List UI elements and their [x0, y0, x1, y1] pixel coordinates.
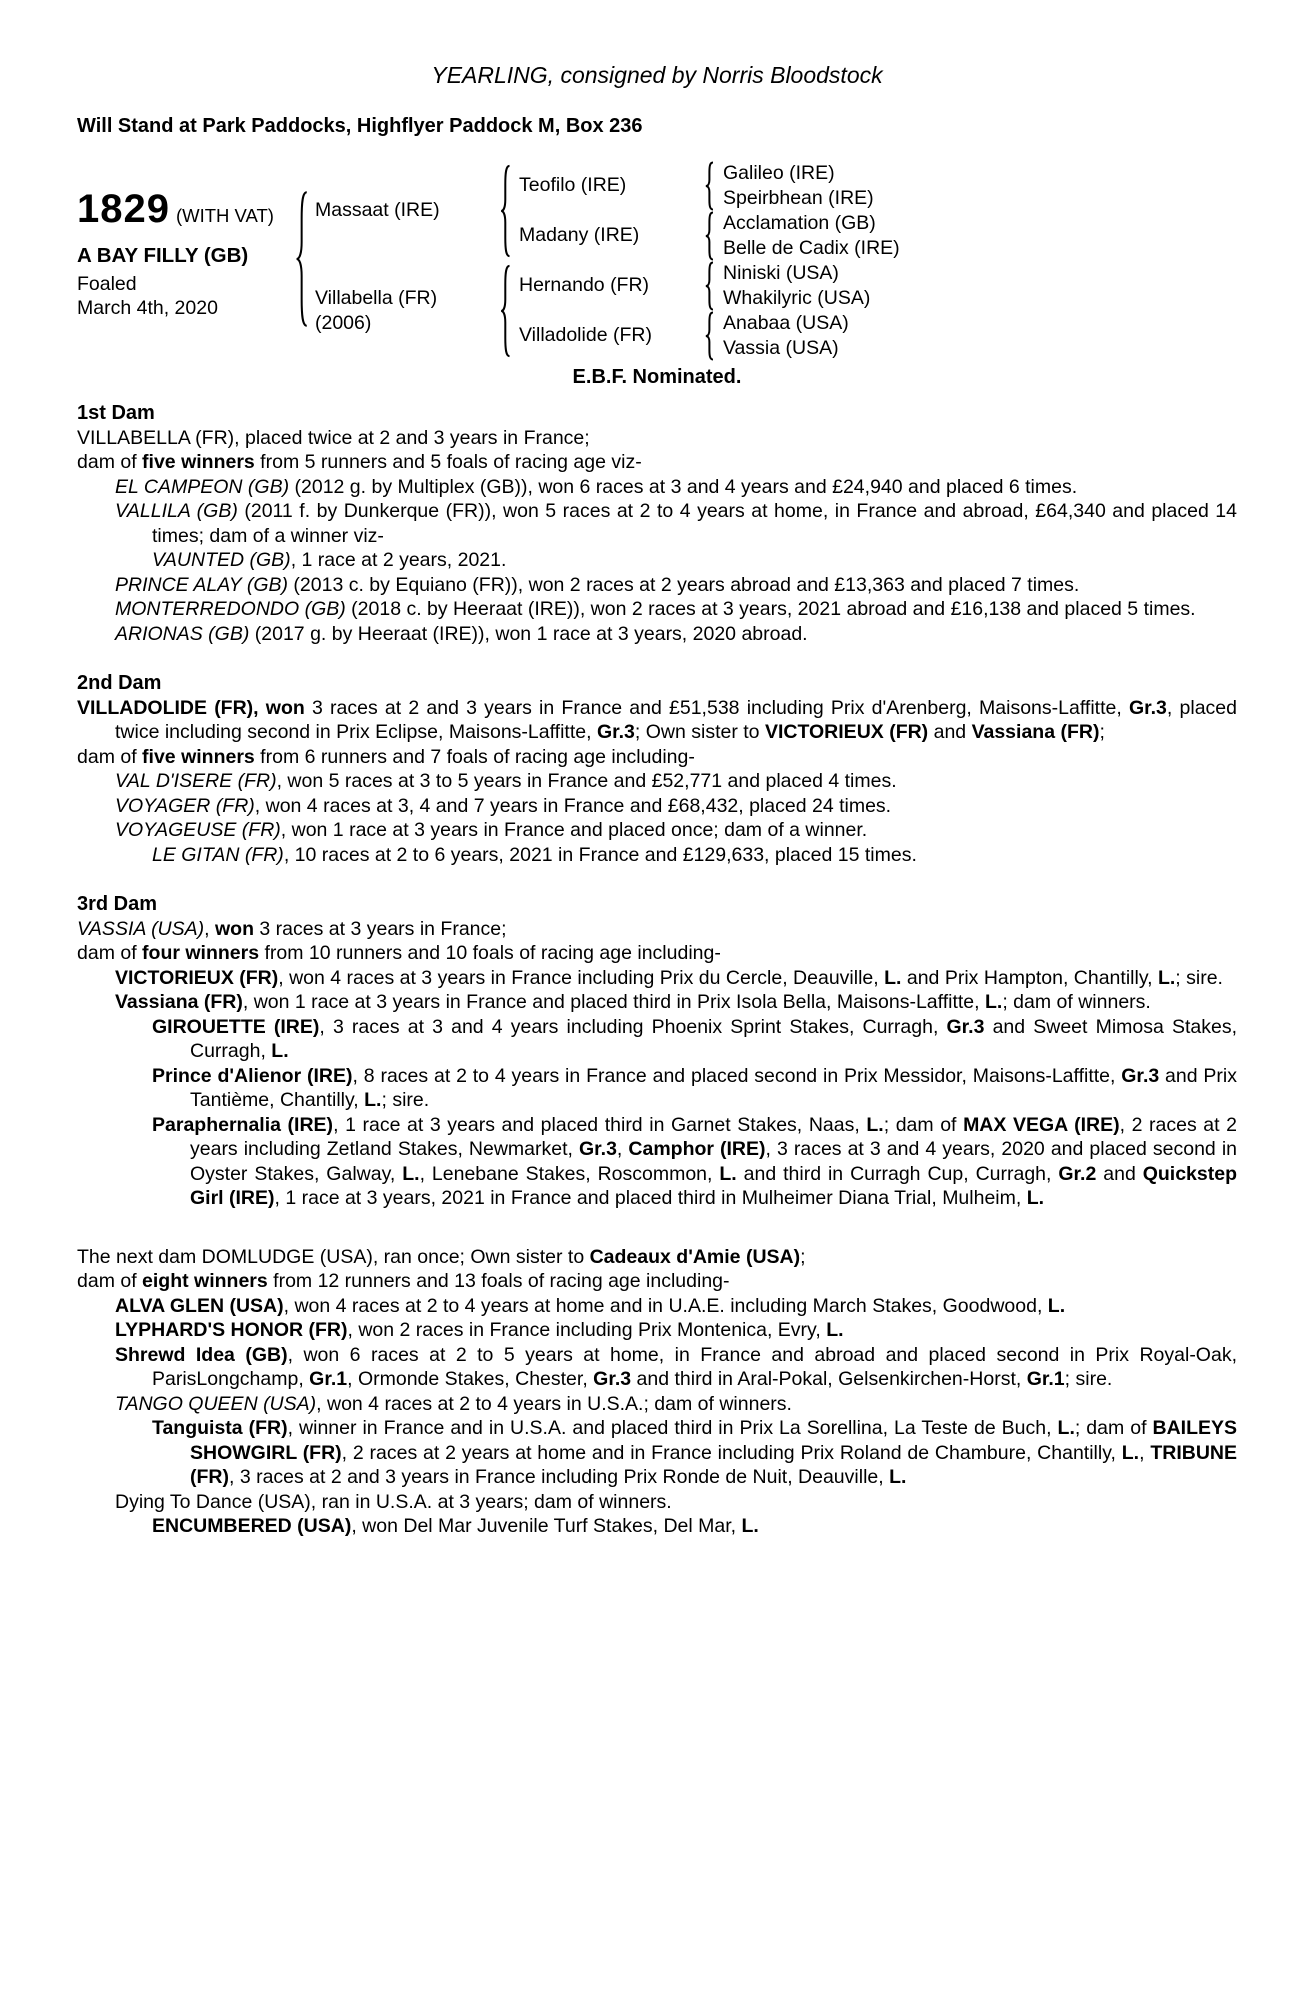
sire-grandparents: [519, 161, 1237, 261]
ped-sire-sire: Teofilo (IRE): [519, 174, 627, 197]
progeny-entry: Prince d'Alienor (IRE), 8 races at 2 to 4 years in France and placed second in Prix Messidor, Maisons-Laffitte, Gr.3 and Prix Tantième, Chantilly, L.; sire.: [152, 1064, 1238, 1111]
dam-line: dam of five winners from 6 runners and 7 foals of racing age including-: [77, 745, 695, 768]
page-title: YEARLING, consigned by Norris Bloodstock: [431, 62, 883, 88]
pedigree-brace-icon: [697, 211, 723, 261]
progeny-entry: MONTERREDONDO (GB) (2018 c. by Heeraat (IRE)), won 2 races at 3 years, 2021 abroad and £16,138 and placed 5 times.: [115, 598, 1196, 620]
progeny-entry: Tanguista (FR), winner in France and in U.S.A. and placed third in Prix La Sorellina, La Teste de Buch, L.; dam of BAILEYS SHOWGIRL (FR), 2 races at 2 years at home and in France including Prix Roland de Chambure, Chantilly, L., TRIBUNE (FR), 3 races at 2 and 3 years in France including Prix Ronde de Nuit, Deauville, L.: [152, 1417, 1237, 1488]
great-grandparents: [723, 211, 900, 260]
foaled-date: March 4th, 2020: [77, 297, 218, 319]
progeny-entry: LE GITAN (FR), 10 races at 2 to 6 years, 2021 in France and £129,633, placed 15 times.: [152, 843, 917, 866]
progeny-entry: VAUNTED (GB), 1 race at 2 years, 2021.: [152, 549, 507, 571]
dam-line: dam of four winners from 10 runners and 10 foals of racing age including-: [77, 942, 721, 964]
progeny-entry: VALLILA (GB) (2011 f. by Dunkerque (FR)), won 5 races at 2 to 4 years at home, in France and abroad, £64,340 and placed 14 times; dam of a winner viz-: [115, 500, 1237, 547]
section-1st-dam: [77, 401, 1237, 646]
ped-sire-dam-sire: Acclamation (GB): [723, 212, 876, 234]
stand-location: Will Stand at Park Paddocks, Highflyer Paddock M, Box 236: [77, 115, 643, 137]
pedigree-tree: [289, 161, 1237, 357]
ped-dam-name: Villabella (FR): [315, 287, 438, 309]
sire-sire-branch: [519, 161, 1237, 211]
great-grandparents: [723, 311, 849, 360]
pedigree-brace-icon: [697, 161, 723, 211]
dam-sire-branch: [519, 261, 1237, 311]
pedigree-brace-icon: [493, 163, 519, 259]
ped-dam-dam-sire: Anabaa (USA): [723, 312, 849, 334]
progeny-entry: VOYAGER (FR), won 4 races at 3, 4 and 7 years in France and £68,432, placed 24 times.: [115, 794, 892, 817]
ped-sire-sire-dam: Speirbhean (IRE): [723, 186, 874, 209]
foaled-label: Foaled: [77, 272, 137, 295]
progeny-entry: ARIONAS (GB) (2017 g. by Heeraat (IRE)), won 1 race at 3 years, 2020 abroad.: [115, 622, 808, 645]
progeny-entry: PRINCE ALAY (GB) (2013 c. by Equiano (FR)), won 2 races at 2 years abroad and £13,363 and placed 7 times.: [115, 573, 1080, 596]
progeny-entry: VOYAGEUSE (FR), won 1 race at 3 years in France and placed once; dam of a winner.: [115, 819, 868, 841]
progeny-entry: ALVA GLEN (USA), won 4 races at 2 to 4 years at home and in U.A.E. including March Stakes, Goodwood, L.: [115, 1294, 1066, 1317]
dam-line: VILLABELLA (FR), placed twice at 2 and 3 years in France;: [77, 426, 590, 449]
ped-sire: Massaat (IRE): [315, 199, 440, 222]
lot-info: [77, 186, 289, 321]
ped-sire-dam: Madany (IRE): [519, 224, 640, 247]
lot-number: 1829: [77, 186, 170, 231]
dam-line: dam of five winners from 5 runners and 5 foals of racing age viz-: [77, 451, 642, 473]
lot-line: [77, 186, 289, 231]
sire-dam-branch: [519, 211, 1237, 261]
pedigree-brace-icon: [697, 261, 723, 311]
dam-line: VASSIA (USA), won 3 races at 3 years in France;: [77, 917, 507, 940]
section-3rd-dam: [77, 892, 1237, 1211]
ped-dam-year: (2006): [315, 311, 372, 334]
dam-line: The next dam DOMLUDGE (USA), ran once; Own sister to Cadeaux d'Amie (USA);: [77, 1245, 806, 1268]
section-heading: 1st Dam: [77, 402, 155, 424]
ped-sire-sire-sire: Galileo (IRE): [723, 162, 835, 184]
dam-dam-branch: [519, 311, 1237, 361]
section-next-dam: [77, 1245, 1237, 1539]
ped-sire-dam-dam: Belle de Cadix (IRE): [723, 236, 900, 259]
section-heading: 2nd Dam: [77, 672, 162, 694]
dam-grandparents: [519, 261, 1237, 361]
ped-dam-dam-dam: Vassia (USA): [723, 336, 839, 359]
pedigree-block: [77, 161, 1237, 357]
ebf-nominated: E.B.F. Nominated.: [572, 365, 742, 388]
pedigree-brace-icon: [697, 311, 723, 361]
pedigree-brace-icon: [289, 161, 315, 357]
progeny-entry: LYPHARD'S HONOR (FR), won 2 races in France including Prix Montenica, Evry, L.: [115, 1319, 844, 1341]
ped-dam-sire-dam: Whakilyric (USA): [723, 286, 871, 309]
progeny-entry: VICTORIEUX (FR), won 4 races at 3 years in France including Prix du Cercle, Deauville, L. and Prix Hampton, Chantilly, L.; sire.: [115, 966, 1223, 989]
ped-dam-dam: Villadolide (FR): [519, 324, 652, 347]
pedigree-generations: [315, 161, 1237, 357]
ped-dam-sire: Hernando (FR): [519, 274, 650, 297]
ped-dam: [315, 286, 493, 335]
section-heading: 3rd Dam: [77, 893, 158, 915]
progeny-entry: Shrewd Idea (GB), won 6 races at 2 to 5 years at home, in France and abroad and placed second in Prix Royal-Oak, ParisLongchamp, Gr.1, Ormonde Stakes, Chester, Gr.3 and third in Aral-Pokal, Gelsenkirchen-Horst, Gr.1; sire.: [115, 1343, 1237, 1390]
progeny-entry: TANGO QUEEN (USA), won 4 races at 2 to 4 years in U.S.A.; dam of winners.: [115, 1392, 792, 1415]
great-grandparents: [723, 261, 870, 310]
progeny-entry: ENCUMBERED (USA), won Del Mar Juvenile Turf Stakes, Del Mar, L.: [152, 1515, 759, 1537]
progeny-entry: VAL D'ISERE (FR), won 5 races at 3 to 5 years in France and £52,771 and placed 4 times.: [115, 770, 897, 792]
sire-branch: [315, 161, 1237, 261]
dam-line: dam of eight winners from 12 runners and 13 foals of racing age including-: [77, 1270, 730, 1292]
great-grandparents: [723, 161, 874, 210]
dam-branch: [315, 261, 1237, 361]
progeny-entry: Paraphernalia (IRE), 1 race at 3 years and placed third in Garnet Stakes, Naas, L.; dam of MAX VEGA (IRE), 2 races at 2 years including Zetland Stakes, Newmarket, Gr.3, Camphor (IRE), 3 races at 3 and 4 years, 2020 and placed second in Oyster Stakes, Galway, L., Lenebane Stakes, Roscommon, L. and third in Curragh Cup, Curragh, Gr.2 and Quickstep Girl (IRE), 1 race at 3 years, 2021 in France and placed third in Mulheimer Diana Trial, Mulheim, L.: [152, 1113, 1238, 1209]
progeny-entry: Vassiana (FR), won 1 race at 3 years in France and placed third in Prix Isola Bella, Maisons-Laffitte, L.; dam of winners.: [115, 991, 1151, 1013]
pedigree-brace-icon: [493, 263, 519, 359]
progeny-entry: EL CAMPEON (GB) (2012 g. by Multiplex (GB)), won 6 races at 3 and 4 years and £24,940 and placed 6 times.: [115, 475, 1078, 498]
horse-description: A BAY FILLY (GB): [77, 244, 249, 267]
ped-dam-sire-sire: Niniski (USA): [723, 262, 839, 284]
progeny-entry: Dying To Dance (USA), ran in U.S.A. at 3 years; dam of winners.: [115, 1490, 672, 1513]
section-2nd-dam: [77, 671, 1237, 867]
progeny-entry: GIROUETTE (IRE), 3 races at 3 and 4 years including Phoenix Sprint Stakes, Curragh, Gr.3 and Sweet Mimosa Stakes, Curragh, L.: [152, 1015, 1238, 1062]
vat-note: (WITH VAT): [175, 204, 274, 226]
dam-line: VILLADOLIDE (FR), won 3 races at 2 and 3 years in France and £51,538 including Prix d'Arenberg, Maisons-Laffitte, Gr.3, placed twice including second in Prix Eclipse, Maisons-Laffitte, Gr.3; Own sister to VICTORIEUX (FR) and Vassiana (FR);: [77, 696, 1237, 743]
